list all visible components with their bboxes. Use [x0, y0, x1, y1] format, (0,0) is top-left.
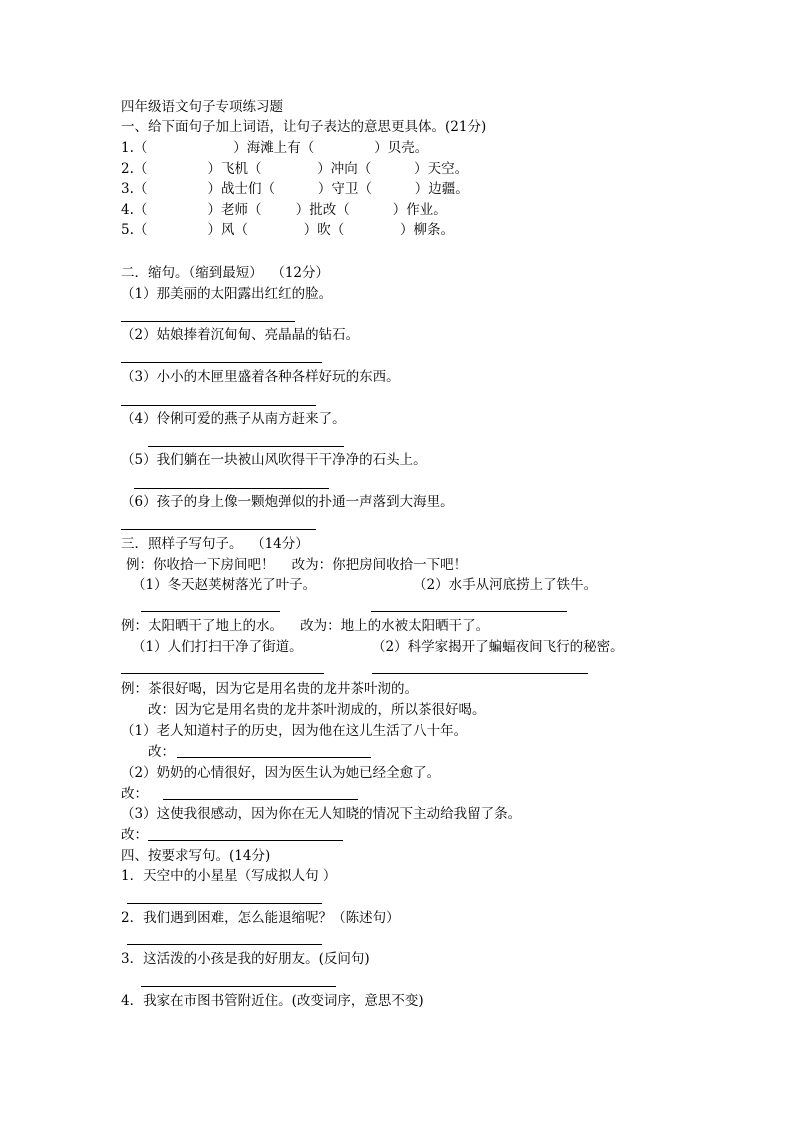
section-1-heading: 一、给下面句子加上词语，让句子表达的意思更具体。(21分) — [121, 119, 487, 135]
answer-line[interactable] — [141, 986, 336, 987]
section-1-item-3: 3.（ ）战士们（ ）守卫（ ）边疆。 — [121, 181, 469, 197]
section-1-item-2: 2.（ ）飞机（ ）冲向（ ）天空。 — [121, 161, 469, 177]
answer-line[interactable] — [121, 321, 295, 322]
answer-line[interactable] — [141, 611, 280, 612]
section-4-item-1: 1．天空中的小星星（写成拟人句 ） — [121, 868, 337, 884]
answer-line[interactable] — [134, 488, 329, 489]
change-label: 改： — [148, 744, 175, 760]
section-2-item-6: （6）孩子的身上像一颗炮弹似的扑通一声落到大海里。 — [121, 494, 454, 510]
section-2-item-5: （5）我们躺在一块被山风吹得干干净净的石头上。 — [121, 452, 427, 468]
section-3-q2-a: （1）人们打扫干净了街道。 — [132, 639, 303, 655]
page-title: 四年级语文句子专项练习题 — [121, 99, 283, 115]
section-4-item-3: 3．这活泼的小孩是我的好朋友。(反问句) — [121, 951, 370, 967]
answer-line[interactable] — [163, 799, 358, 800]
section-3-q3-1: （1）老人知道村子的历史，因为他在这儿生活了八十年。 — [121, 723, 468, 739]
answer-line[interactable] — [148, 840, 343, 841]
section-4-item-4: 4．我家在市图书管附近住。(改变词序，意思不变) — [121, 993, 424, 1009]
answer-line[interactable] — [121, 529, 316, 530]
example-3: 例：茶很好喝，因为它是用名贵的龙井茶叶沏的。 — [121, 681, 418, 697]
section-3-q3-3: （3）这使我很感动，因为你在无人知晓的情况下主动给我留了条。 — [121, 806, 522, 822]
answer-line[interactable] — [127, 944, 322, 945]
section-3-q3-2: （2）奶奶的心情很好，因为医生认为她已经全愈了。 — [121, 765, 441, 781]
section-1-item-5: 5.（ ）风（ ）吹（ ）柳条。 — [121, 222, 455, 238]
example-1: 例：你收拾一下房间吧！ 改为：你把房间收拾一下吧！ — [126, 557, 468, 573]
section-1-item-1: 1.（ ）海滩上有（ ）贝壳。 — [121, 140, 429, 156]
answer-line[interactable] — [177, 757, 371, 758]
answer-line[interactable] — [127, 903, 322, 904]
answer-line[interactable] — [148, 446, 344, 447]
section-3-q1-b: （2）水手从河底捞上了铁牛。 — [413, 577, 598, 593]
example-3-change: 改：因为它是用名贵的龙井茶叶沏成的，所以茶很好喝。 — [148, 702, 486, 718]
example-2: 例：太阳晒干了地上的水。 改为：地上的水被太阳晒干了。 — [121, 618, 490, 634]
section-1-item-4: 4.（ ）老师（ ）批改（ ）作业。 — [121, 202, 447, 218]
change-label: 改： — [121, 827, 148, 843]
section-3-q2-b: （2）科学家揭开了蝙蝠夜间飞行的秘密。 — [372, 639, 624, 655]
section-3-q1-a: （1）冬天赵荚树落光了叶子。 — [132, 577, 317, 593]
answer-line[interactable] — [121, 362, 322, 363]
answer-line[interactable] — [372, 673, 588, 674]
change-label: 改： — [121, 786, 148, 802]
section-2-item-3: （3）小小的木匣里盛着各种各样好玩的东西。 — [121, 369, 400, 385]
answer-line[interactable] — [121, 405, 316, 406]
section-3-heading: 三．照样子写句子。 （14分） — [121, 536, 309, 552]
section-2-heading: 二．缩句。（缩到最短） （12分） — [121, 265, 330, 281]
section-2-item-1: （1）那美丽的太阳露出红红的脸。 — [121, 286, 333, 302]
section-4-item-2: 2．我们遇到困难，怎么能退缩呢？（陈述句） — [121, 910, 400, 926]
section-4-heading: 四、按要求写句。(14分) — [121, 848, 271, 864]
answer-line[interactable] — [371, 611, 567, 612]
section-2-item-4: （4）伶俐可爱的燕子从南方赶来了。 — [121, 411, 346, 427]
section-2-item-2: （2）姑娘捧着沉甸甸、亮晶晶的钻石。 — [121, 327, 360, 343]
answer-line[interactable] — [121, 673, 324, 674]
